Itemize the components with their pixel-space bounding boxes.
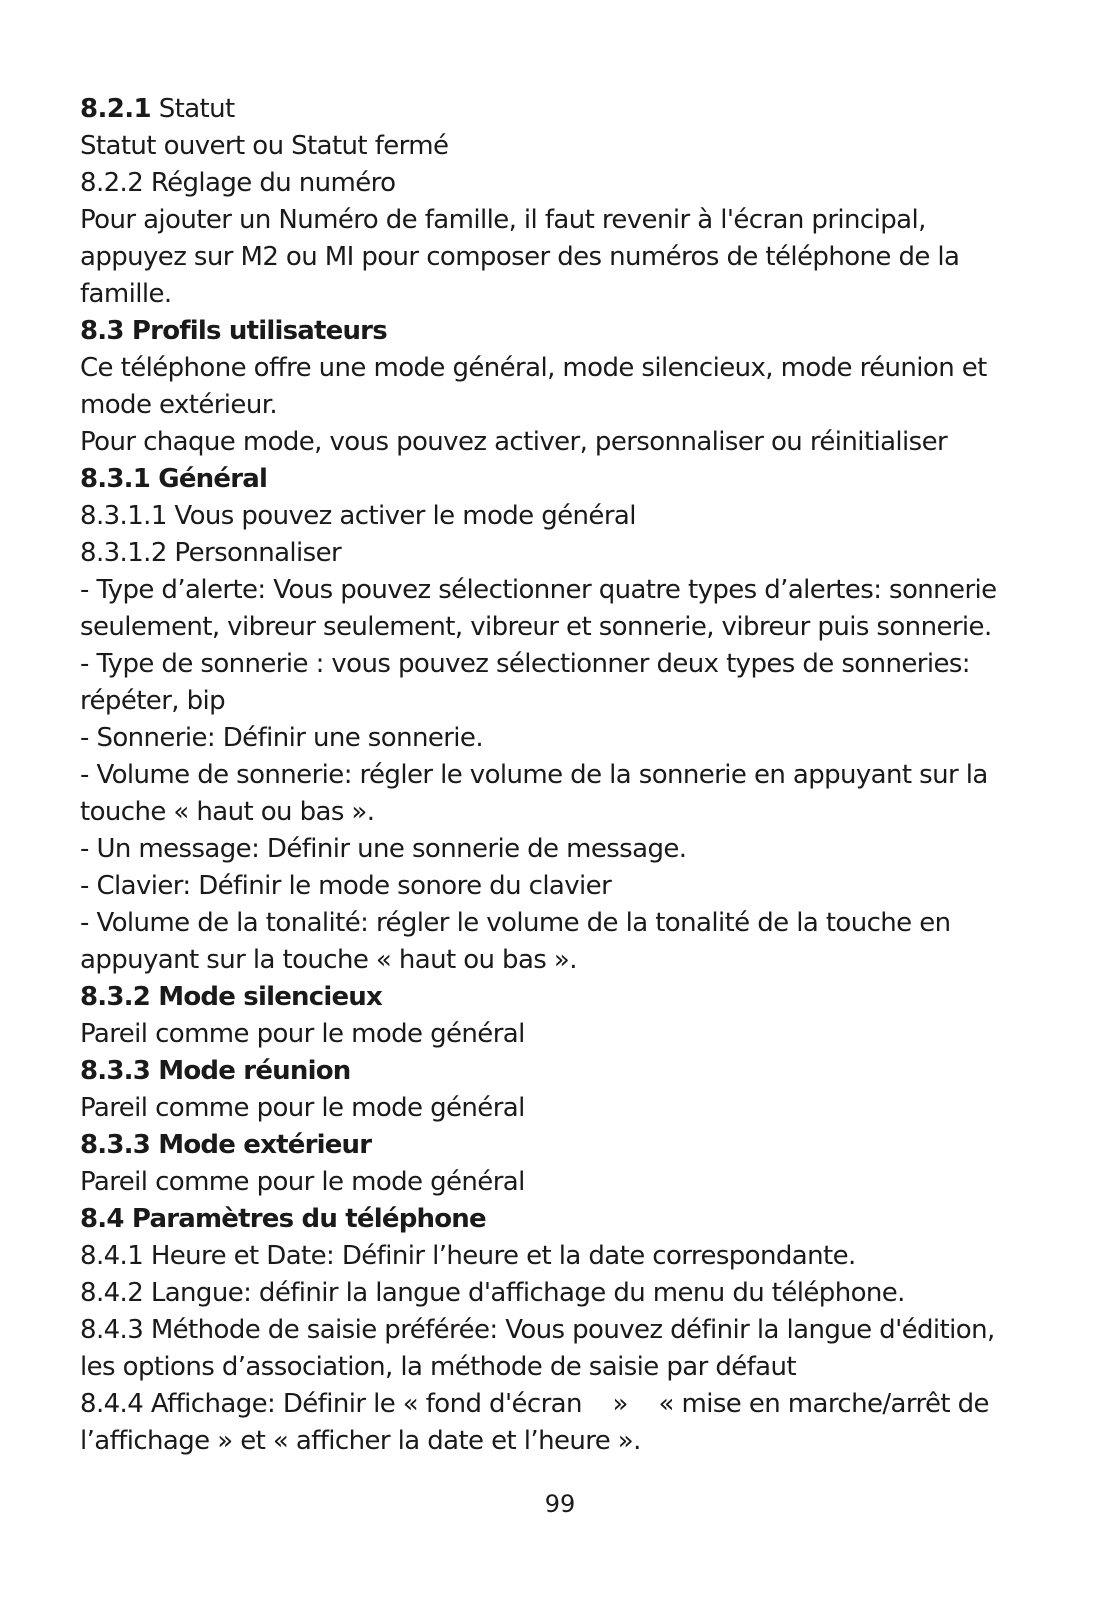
- text-line: 8.2.2 Réglage du numéro: [80, 168, 396, 198]
- text-line: 8.4.1 Heure et Date: Définir l’heure et la date correspondante.: [80, 1241, 856, 1271]
- document-body: [80, 91, 1040, 1460]
- section-heading: 8.3.2 Mode silencieux: [80, 982, 382, 1012]
- text-line: répéter, bip: [80, 686, 226, 716]
- text-line: 8.4.2 Langue: définir la langue d'affichage du menu du téléphone.: [80, 1278, 905, 1308]
- text-line: mode extérieur.: [80, 390, 278, 420]
- text-line: - Clavier: Définir le mode sonore du clavier: [80, 871, 612, 901]
- text-line: appuyant sur la touche « haut ou bas ».: [80, 945, 577, 975]
- text-line: les options d’association, la méthode de saisie par défaut: [80, 1352, 796, 1382]
- section-title: Statut: [151, 94, 235, 124]
- text-line: - Volume de sonnerie: régler le volume de la sonnerie en appuyant sur la: [80, 760, 988, 790]
- text-line: Pour ajouter un Numéro de famille, il faut revenir à l'écran principal,: [80, 205, 926, 235]
- text-lines: [80, 128, 1040, 1460]
- section-heading: 8.4 Paramètres du téléphone: [80, 1204, 486, 1234]
- text-line: Statut ouvert ou Statut fermé: [80, 131, 449, 161]
- text-line: 8.4.4 Affichage: Définir le « fond d'écran » « mise en marche/arrêt de: [80, 1389, 989, 1419]
- text-line: 8.3.1.2 Personnaliser: [80, 538, 342, 568]
- text-line: Ce téléphone offre une mode général, mode silencieux, mode réunion et: [80, 353, 987, 383]
- text-line: Pour chaque mode, vous pouvez activer, personnaliser ou réinitialiser: [80, 427, 948, 457]
- text-line: - Type d’alerte: Vous pouvez sélectionner quatre types d’alertes: sonnerie: [80, 575, 997, 605]
- text-line: - Sonnerie: Définir une sonnerie.: [80, 723, 483, 753]
- text-line: famille.: [80, 279, 172, 309]
- text-line: seulement, vibreur seulement, vibreur et sonnerie, vibreur puis sonnerie.: [80, 612, 992, 642]
- text-line: Pareil comme pour le mode général: [80, 1167, 525, 1197]
- section-heading: 8.3 Profils utilisateurs: [80, 316, 387, 346]
- section-heading: 8.3.3 Mode extérieur: [80, 1130, 372, 1160]
- text-line: Pareil comme pour le mode général: [80, 1093, 525, 1123]
- text-line: appuyez sur M2 ou MI pour composer des numéros de téléphone de la: [80, 242, 960, 272]
- text-line: - Volume de la tonalité: régler le volume de la tonalité de la touche en: [80, 908, 951, 938]
- text-line: - Un message: Définir une sonnerie de message.: [80, 834, 687, 864]
- text-line: touche « haut ou bas ».: [80, 797, 375, 827]
- section-number: 8.2.1: [80, 94, 152, 124]
- text-line: 8.4.3 Méthode de saisie préférée: Vous pouvez définir la langue d'édition,: [80, 1315, 995, 1345]
- section-heading: 8.3.3 Mode réunion: [80, 1056, 351, 1086]
- section-8-2-1-heading: [80, 91, 1040, 128]
- page-number: 99: [544, 1490, 576, 1518]
- text-line: l’affichage » et « afficher la date et l’heure ».: [80, 1426, 641, 1456]
- text-line: - Type de sonnerie : vous pouvez sélectionner deux types de sonneries:: [80, 649, 970, 679]
- text-line: Pareil comme pour le mode général: [80, 1019, 525, 1049]
- section-heading: 8.3.1 Général: [80, 464, 268, 494]
- text-line: 8.3.1.1 Vous pouvez activer le mode général: [80, 501, 636, 531]
